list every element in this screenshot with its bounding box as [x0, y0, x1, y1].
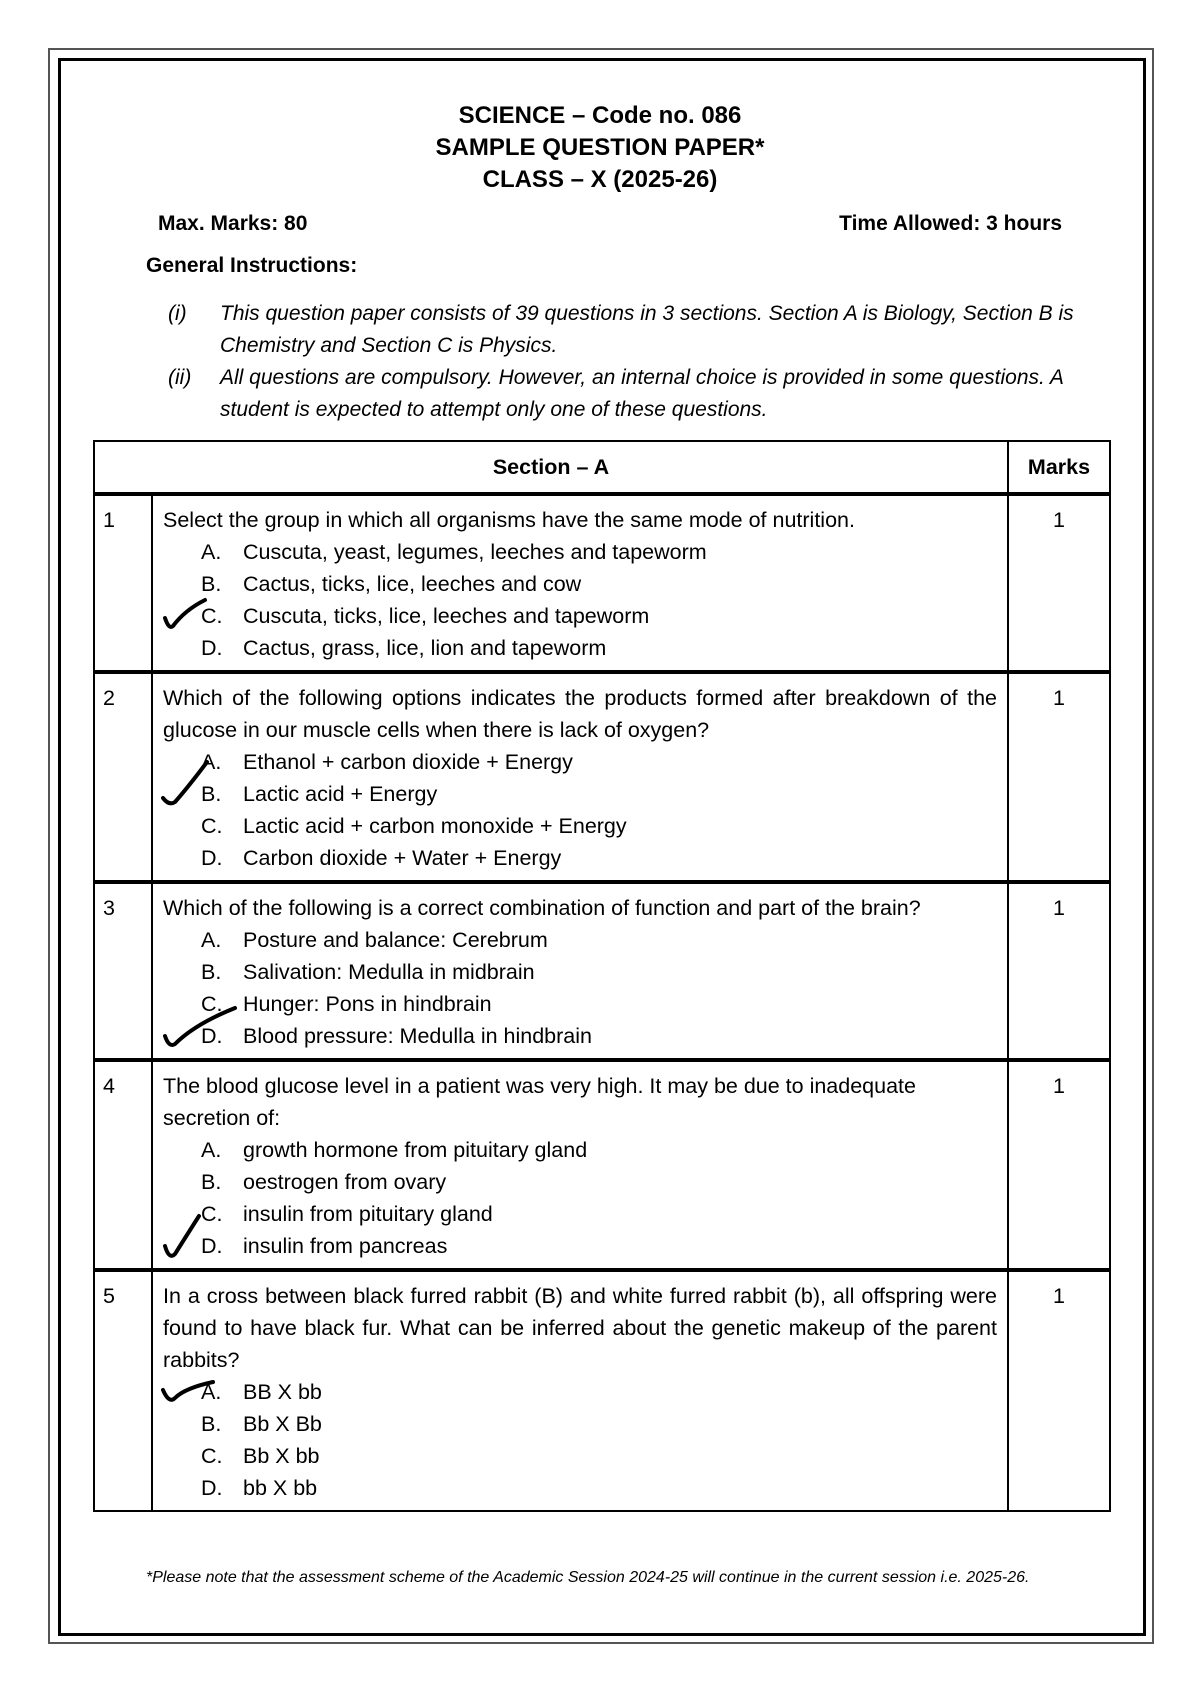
option-letter: C.: [201, 992, 223, 1016]
option-letter: A.: [201, 1380, 222, 1404]
question-row: [94, 1270, 1110, 1511]
option: [163, 1472, 997, 1504]
option-text: insulin from pituitary gland: [243, 1202, 493, 1226]
option: [163, 956, 997, 988]
option-letter: D.: [201, 1476, 223, 1500]
option: [163, 778, 997, 810]
option: [163, 810, 997, 842]
option-text: Hunger: Pons in hindbrain: [243, 992, 492, 1016]
option: [163, 1230, 997, 1262]
max-marks: Max. Marks: 80: [158, 212, 308, 235]
option-list: [163, 1134, 997, 1262]
option-letter: A.: [201, 1138, 222, 1162]
option-text: Cuscuta, yeast, legumes, leeches and tapeworm: [243, 540, 707, 564]
question-marks: 1: [1008, 494, 1110, 672]
question-marks: 1: [1008, 882, 1110, 1060]
option-letter: C.: [201, 604, 223, 628]
option: [163, 568, 997, 600]
question-number: 4: [94, 1060, 152, 1270]
title-subject: SCIENCE – Code no. 086: [458, 102, 742, 129]
question-number: 2: [94, 672, 152, 882]
instruction-number: (ii): [168, 366, 192, 389]
question-marks: 1: [1008, 1270, 1110, 1511]
option-letter: A.: [201, 928, 222, 952]
option-letter: A.: [201, 750, 222, 774]
option-text: Lactic acid + Energy: [243, 782, 438, 806]
option: [163, 924, 997, 956]
section-header: Section – A: [94, 441, 1008, 494]
option-text: Ethanol + carbon dioxide + Energy: [243, 750, 573, 774]
time-allowed: Time Allowed: 3 hours: [839, 212, 1062, 235]
option-letter: A.: [201, 540, 222, 564]
option-letter: B.: [201, 782, 222, 806]
option: [163, 988, 997, 1020]
paper-title: [0, 100, 1200, 196]
question-row: [94, 1060, 1110, 1270]
option-text: Carbon dioxide + Water + Energy: [243, 846, 562, 870]
title-paper: SAMPLE QUESTION PAPER*: [435, 134, 765, 161]
option: [163, 1020, 997, 1052]
option: [163, 1408, 997, 1440]
question-text: Which of the following is a correct combination of function and part of the brain?: [163, 896, 921, 920]
option-letter: D.: [201, 846, 223, 870]
option-letter: D.: [201, 1024, 223, 1048]
general-instructions-heading: General Instructions:: [146, 254, 358, 277]
option-text: Bb X Bb: [243, 1412, 322, 1436]
instruction-text: All questions are compulsory. However, an internal choice is provided in some questions. A student is expected to attempt only one of these questions.: [220, 366, 1064, 421]
option-letter: C.: [201, 1444, 223, 1468]
option: [163, 1440, 997, 1472]
footnote: *Please note that the assessment scheme of the Academic Session 2024-25 will continue in the current session i.e. 2025-26.: [146, 1569, 1030, 1586]
option-text: Cactus, ticks, lice, leeches and cow: [243, 572, 582, 596]
question-cell: [152, 1060, 1008, 1270]
option-list: [163, 924, 997, 1052]
question-marks: 1: [1008, 1060, 1110, 1270]
option: [163, 1198, 997, 1230]
option-letter: B.: [201, 572, 222, 596]
marks-header: Marks: [1008, 441, 1110, 494]
question-table: [93, 440, 1111, 1512]
option-letter: D.: [201, 636, 223, 660]
question-number: 1: [94, 494, 152, 672]
option-text: oestrogen from ovary: [243, 1170, 447, 1194]
question-row: [94, 672, 1110, 882]
option: [163, 1166, 997, 1198]
question-number: 5: [94, 1270, 152, 1511]
option-letter: C.: [201, 1202, 223, 1226]
question-text: The blood glucose level in a patient was very high. It may be due to inadequate secretion of:: [163, 1074, 916, 1130]
instruction-number: (i): [168, 302, 187, 325]
option-text: Blood pressure: Medulla in hindbrain: [243, 1024, 592, 1048]
option-text: growth hormone from pituitary gland: [243, 1138, 588, 1162]
option: [163, 536, 997, 568]
question-row: [94, 494, 1110, 672]
option-text: Lactic acid + carbon monoxide + Energy: [243, 814, 627, 838]
option: [163, 600, 997, 632]
option-text: Salivation: Medulla in midbrain: [243, 960, 535, 984]
option-letter: B.: [201, 1170, 222, 1194]
option-text: Bb X bb: [243, 1444, 320, 1468]
title-class: CLASS – X (2025-26): [482, 166, 718, 193]
option-list: [163, 1376, 997, 1504]
question-cell: [152, 672, 1008, 882]
question-marks: 1: [1008, 672, 1110, 882]
option: [163, 632, 997, 664]
question-cell: [152, 882, 1008, 1060]
question-cell: [152, 1270, 1008, 1511]
option-list: [163, 746, 997, 874]
option: [163, 1376, 997, 1408]
option-text: Cactus, grass, lice, lion and tapeworm: [243, 636, 607, 660]
option: [163, 1134, 997, 1166]
option: [163, 746, 997, 778]
table-header-row: [94, 441, 1110, 494]
option-text: Posture and balance: Cerebrum: [243, 928, 548, 952]
option-text: insulin from pancreas: [243, 1234, 448, 1258]
question-row: [94, 882, 1110, 1060]
question-text: Which of the following options indicates the products formed after breakdown of the glucose in our muscle cells when there is lack of oxygen?: [163, 686, 997, 742]
question-number: 3: [94, 882, 152, 1060]
option-letter: B.: [201, 1412, 222, 1436]
option-letter: D.: [201, 1234, 223, 1258]
option-text: bb X bb: [243, 1476, 318, 1500]
question-text: Select the group in which all organisms have the same mode of nutrition.: [163, 508, 855, 532]
option: [163, 842, 997, 874]
option-list: [163, 536, 997, 664]
option-letter: B.: [201, 960, 222, 984]
option-text: Cuscuta, ticks, lice, leeches and tapeworm: [243, 604, 650, 628]
option-text: BB X bb: [243, 1380, 322, 1404]
question-text: In a cross between black furred rabbit (B) and white furred rabbit (b), all offspring were found to have black fur. What can be inferred about the genetic makeup of the parent rabbits?: [163, 1284, 997, 1372]
instruction-text: This question paper consists of 39 questions in 3 sections. Section A is Biology, Section B is Chemistry and Section C is Physics.: [220, 302, 1074, 357]
option-letter: C.: [201, 814, 223, 838]
question-cell: [152, 494, 1008, 672]
